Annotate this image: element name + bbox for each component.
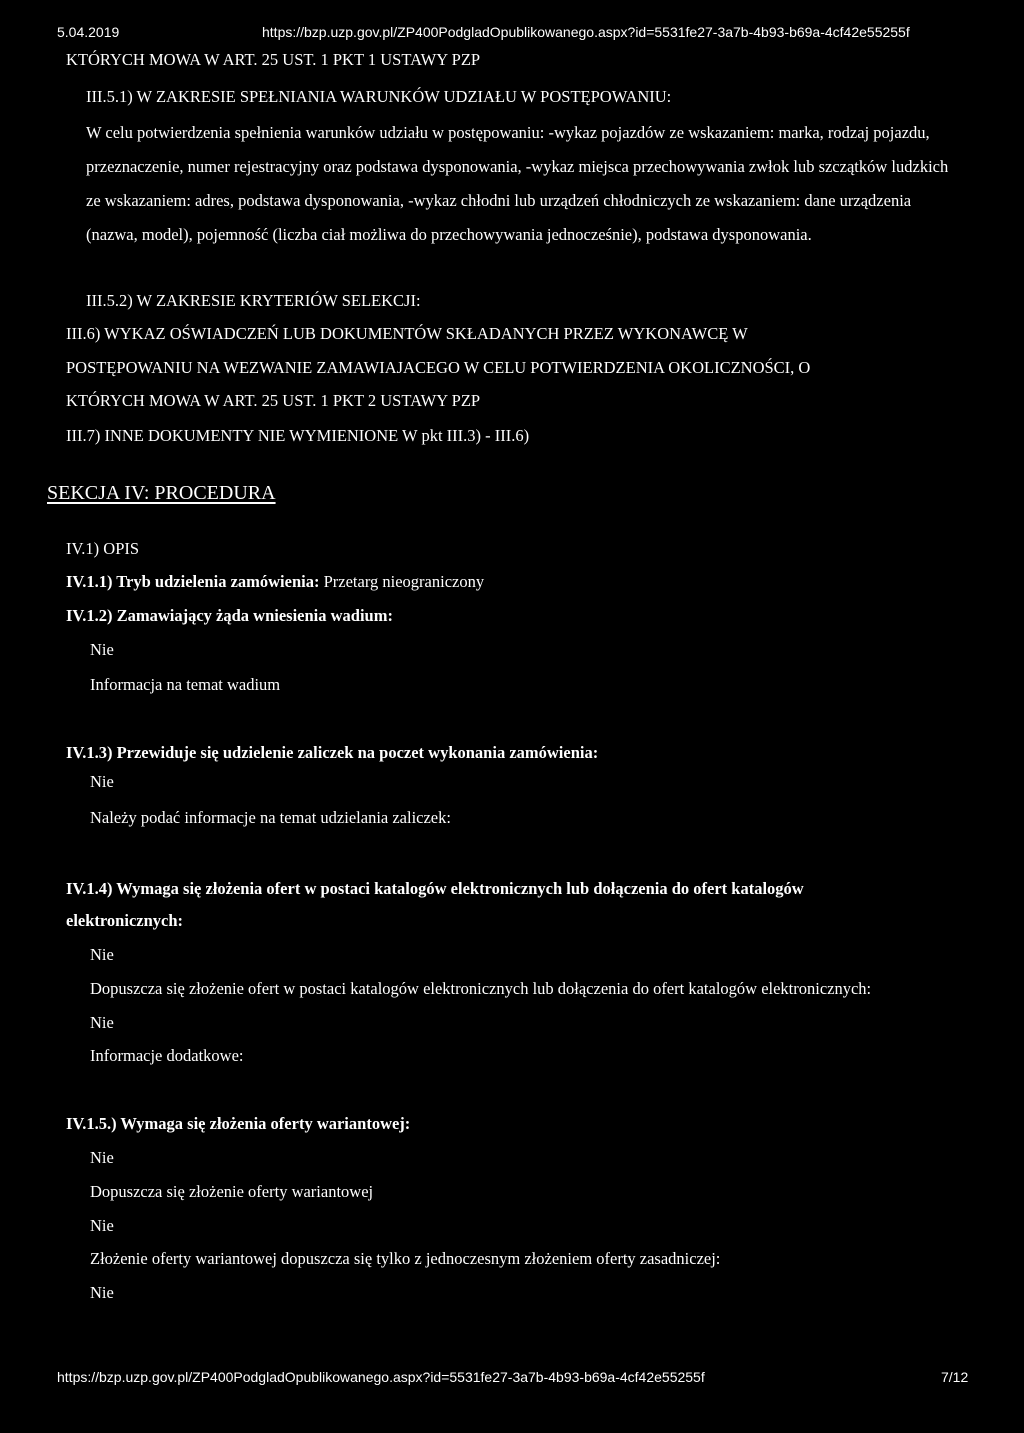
section-iii6-line2: POSTĘPOWANIU NA WEZWANIE ZAMAWIAJACEGO W CELU POTWIERDZENIA OKOLICZNOŚCI, O: [66, 358, 811, 377]
iv14-info: Informacje dodatkowe:: [90, 1046, 244, 1065]
iv13-info: Należy podać informacje na temat udzielania zaliczek:: [90, 808, 451, 827]
iv12-value: Nie: [90, 640, 114, 659]
print-url[interactable]: https://bzp.uzp.gov.pl/ZP400PodgladOpublikowanego.aspx?id=5531fe27-3a7b-4b93-b69a-4cf42e55255f: [262, 24, 910, 40]
section-iii52-title: III.5.2) W ZAKRESIE KRYTERIÓW SELEKCJI:: [86, 291, 421, 310]
iv15-value: Nie: [90, 1148, 114, 1167]
iv11-label: IV.1.1) Tryb udzielenia zamówienia:: [66, 572, 320, 591]
iv13-value: Nie: [90, 772, 114, 791]
iv15-label: IV.1.5.) Wymaga się złożenia oferty wariantowej:: [66, 1114, 411, 1133]
iv15-joint: Złożenie oferty wariantowej dopuszcza się tylko z jednoczesnym złożeniem oferty zasadniczej:: [90, 1249, 721, 1268]
section-iii51-title: III.5.1) W ZAKRESIE SPEŁNIANIA WARUNKÓW UDZIAŁU W POSTĘPOWANIU:: [86, 87, 672, 106]
iv15-allowed-value: Nie: [90, 1216, 114, 1235]
iv13-label: IV.1.3) Przewiduje się udzielenie zaliczek na poczet wykonania zamówienia:: [66, 743, 599, 762]
footer-url[interactable]: https://bzp.uzp.gov.pl/ZP400PodgladOpublikowanego.aspx?id=5531fe27-3a7b-4b93-b69a-4cf42e55255f: [57, 1369, 705, 1385]
section-iv-heading: SEKCJA IV: PROCEDURA: [47, 482, 276, 504]
iv14-allowed-value: Nie: [90, 1013, 114, 1032]
iv12-info: Informacja na temat wadium: [90, 675, 281, 694]
section-iv1-title: IV.1) OPIS: [66, 539, 140, 558]
iv14-label-line1: IV.1.4) Wymaga się złożenia ofert w postaci katalogów elektronicznych lub dołączenia do ofert katalogów: [66, 879, 804, 898]
section-iii6-line3: KTÓRYCH MOWA W ART. 25 UST. 1 PKT 2 USTAWY PZP: [66, 391, 481, 410]
iv15-allowed: Dopuszcza się złożenie oferty wariantowej: [90, 1182, 374, 1201]
iv14-label-line2: elektronicznych:: [66, 911, 184, 930]
section-iii6-line1: III.6) WYKAZ OŚWIADCZEŃ LUB DOKUMENTÓW SKŁADANYCH PRZEZ WYKONAWCĘ W: [66, 324, 748, 343]
iv15-joint-value: Nie: [90, 1283, 114, 1302]
iv12-label: IV.1.2) Zamawiający żąda wniesienia wadium:: [66, 606, 393, 625]
page-number: 7/12: [941, 1369, 969, 1385]
iv14-value: Nie: [90, 945, 114, 964]
iv11-row: [66, 574, 484, 591]
print-date: 5.04.2019: [57, 24, 120, 40]
section-iii7-title: III.7) INNE DOKUMENTY NIE WYMIENIONE W pkt III.3) - III.6): [66, 426, 530, 445]
section-iii51-text: W celu potwierdzenia spełnienia warunków udziału w postępowaniu: -wykaz pojazdów ze wskazaniem: marka, rodzaj pojazdu, przeznaczenie, numer rejestracyjny oraz podstawa dysponowania, -wykaz miejsca przechowywania zwłok lub szczątków ludzkich ze wskazaniem: adres, podstawa dysponowania, -wykaz chłodni lub urządzeń chłodniczych ze wskazaniem: dane urządzenia (nazwa, model), pojemność (liczba ciał możliwa do przechowywania jednocześnie), podstawa dysponowania.: [86, 123, 949, 244]
iv11-value: Przetarg nieograniczony: [323, 572, 485, 591]
iv14-allowed: Dopuszcza się złożenie ofert w postaci katalogów elektronicznych lub dołączenia do ofert katalogów elektronicznych:: [90, 979, 872, 998]
art25-pkt1-tail: KTÓRYCH MOWA W ART. 25 UST. 1 PKT 1 USTAWY PZP: [66, 50, 481, 69]
